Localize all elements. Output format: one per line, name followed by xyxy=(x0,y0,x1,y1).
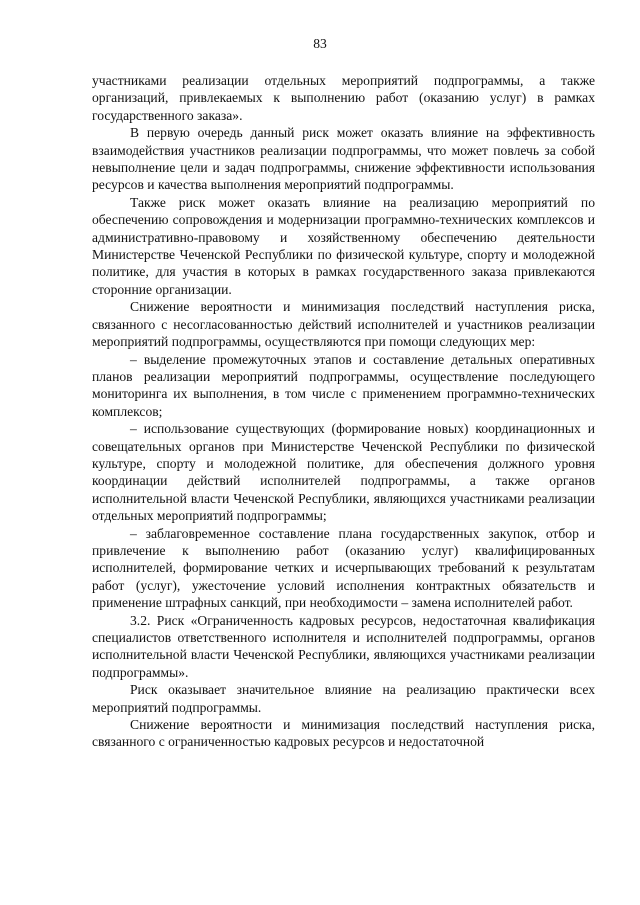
page-number: 83 xyxy=(313,36,327,51)
body-text xyxy=(92,72,595,751)
paragraph-risk-impact: В первую очередь данный риск может оказать влияние на эффективность взаимодействия участников реализации подпрограммы, что может повлечь за собой невыполнение цели и задач подпрограммы, снижение эффективности использования ресурсов и качества выполнения мероприятий подпрограммы. xyxy=(92,125,595,193)
paragraph-mitigation-intro: Снижение вероятности и минимизация последствий наступления риска, связанного с несогласованностью действий исполнителей и участников реализации мероприятий подпрограммы, осуществляются при помощи следующих мер: xyxy=(92,299,595,350)
list-item-coordination-bodies: – использование существующих (формирование новых) координационных и совещательных органов при Министерстве Чеченской Республики по физической культуре, спорту и молодежной политике, для обеспечения должного уровня координации действий исполнителей подпрограммы, а также органов исполнительной власти Чеченской Республики, являющихся участниками реализации отдельных мероприятий подпрограммы; xyxy=(92,421,595,524)
paragraph-risk-3-2-mitigation: Снижение вероятности и минимизация последствий наступления риска, связанного с ограниченностью кадровых ресурсов и недостаточной xyxy=(92,717,595,750)
paragraph-risk-influence: Также риск может оказать влияние на реализацию мероприятий по обеспечению сопровождения и модернизации программно-технических комплексов и административно-правовому и хозяйственному обеспечению деятельности Министерстве Чеченской Республики по физической культуре, спорту и молодежной политике, для участия в которых в рамках государственного заказа привлекаются сторонние организации. xyxy=(92,194,595,297)
paragraph-continuation: участниками реализации отдельных мероприятий подпрограммы, а также организаций, привлекаемых к выполнению работ (оказанию услуг) в рамках государственного заказа». xyxy=(92,73,595,123)
list-item-intermediate-stages: – выделение промежуточных этапов и составление детальных оперативных планов реализации мероприятий подпрограммы, осуществление последующего мониторинга их выполнения, в том числе с применением программно-технических комплексов; xyxy=(92,351,595,419)
paragraph-risk-3-2-impact: Риск оказывает значительное влияние на реализацию практически всех мероприятий подпрограммы. xyxy=(92,682,595,715)
list-item-procurement-plan: – заблаговременное составление плана государственных закупок, отбор и привлечение к выполнению работ (оказанию услуг) квалифицированных исполнителей, формирование четких и исчерпывающих требований к результатам работ (услуг), ужесточение условий исполнения контрактных обязательств и применение штрафных санкций, при необходимости – замена исполнителей работ. xyxy=(92,525,595,611)
paragraph-risk-3-2: 3.2. Риск «Ограниченность кадровых ресурсов, недостаточная квалификация специалистов ответственного исполнителя и исполнителей подпрограммы, органов исполнительной власти Чеченской Республики, являющихся участниками реализации подпрограммы». xyxy=(92,612,595,680)
